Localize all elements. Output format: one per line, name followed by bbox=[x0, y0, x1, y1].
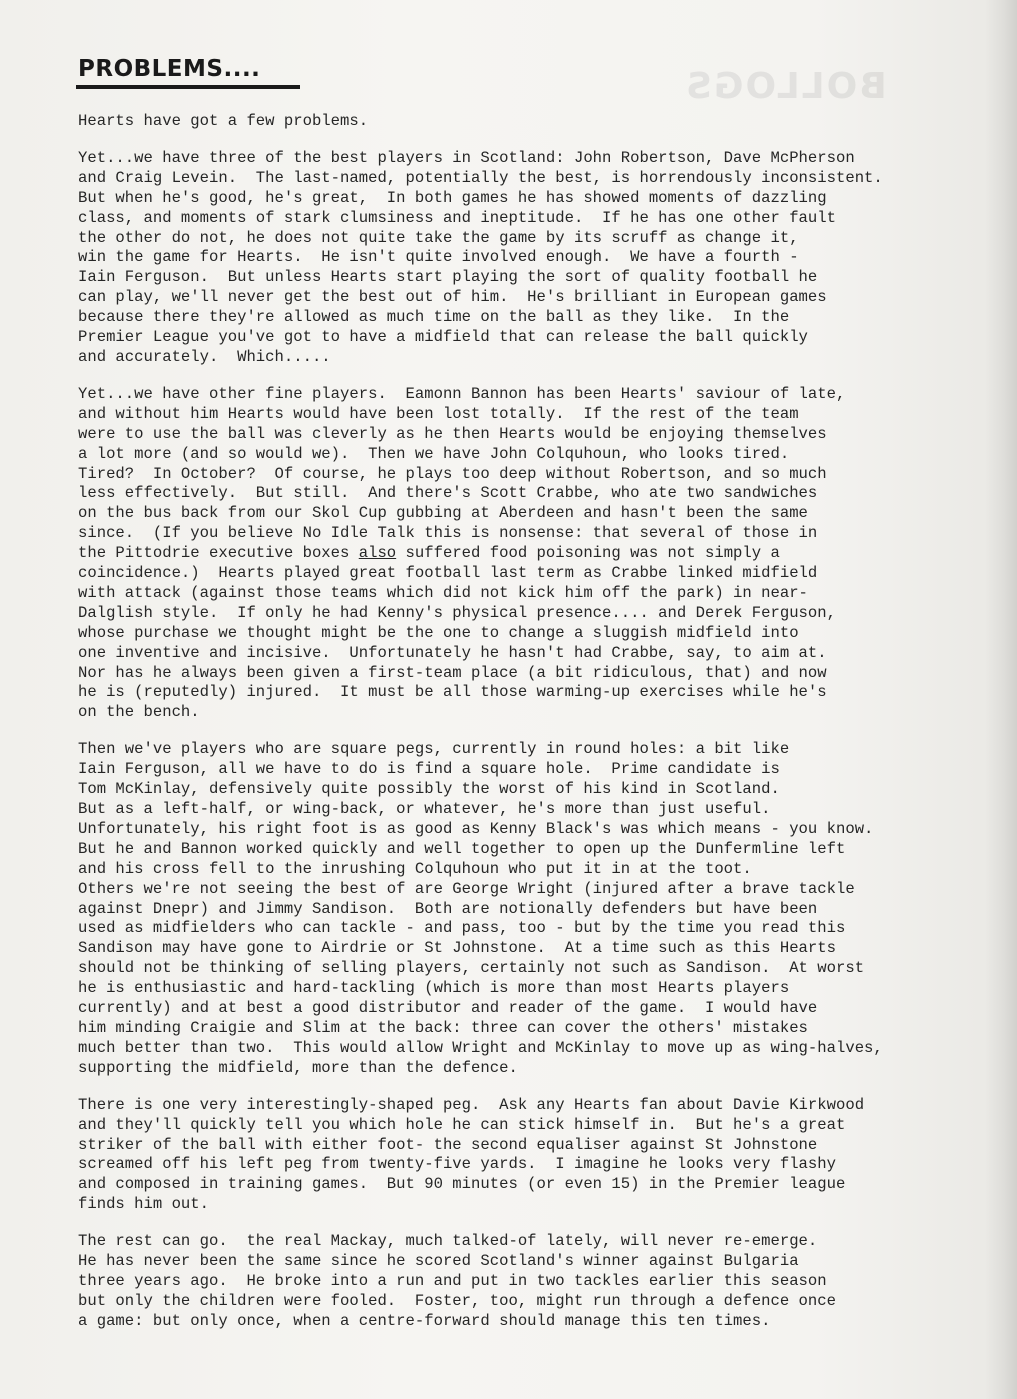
article-line: striker of the ball with either foot- the second equaliser against St Johnstone bbox=[78, 1135, 818, 1154]
article-line: a game: but only once, when a centre-forward should manage this ten times. bbox=[78, 1311, 771, 1330]
show-through-heading: BOLLOGS bbox=[684, 66, 887, 107]
article-line: Nor has he always been given a first-team place (a bit ridiculous, that) and now bbox=[78, 663, 827, 682]
article-line: with attack (against those teams which did not kick him off the park) in near- bbox=[78, 583, 808, 602]
article-line: on the bus back from our Skol Cup gubbing at Aberdeen and hasn't been the same bbox=[78, 504, 808, 523]
article-line: Sandison may have gone to Airdrie or St Johnstone. At a time such as this Hearts bbox=[78, 939, 836, 958]
article-line: and Craig Levein. The last-named, potentially the best, is horrendously inconsistent. bbox=[78, 168, 883, 187]
article-line: used as midfielders who can tackle - and pass, too - but by the time you read this bbox=[78, 919, 846, 938]
article-paragraph bbox=[78, 112, 958, 132]
article-line: Unfortunately, his right foot is as good as Kenny Black's was which means - you know. bbox=[78, 819, 874, 838]
article-line: There is one very interestingly-shaped peg. Ask any Hearts fan about Davie Kirkwood bbox=[78, 1095, 865, 1114]
article-line: Iain Ferguson, all we have to do is find a square hole. Prime candidate is bbox=[78, 760, 780, 779]
article-line: a lot more (and so would we). Then we have John Colquhoun, who looks tired. bbox=[78, 444, 790, 463]
article-line: since. (If you believe No Idle Talk this is nonsense: that several of those in bbox=[78, 524, 818, 543]
article-line: currently) and at best a good distributor and reader of the game. I would have bbox=[78, 999, 818, 1018]
article-line: Then we've players who are square pegs, currently in round holes: a bit like bbox=[78, 740, 790, 759]
article-line: coincidence.) Hearts played great football last term as Crabbe linked midfield bbox=[78, 564, 818, 583]
article-paragraph bbox=[78, 385, 958, 723]
article-line: and they'll quickly tell you which hole he can stick himself in. But he's a great bbox=[78, 1115, 846, 1134]
article-line: should not be thinking of selling players, certainly not such as Sandison. At worst bbox=[78, 959, 865, 978]
article-line: Yet...we have other fine players. Eamonn Bannon has been Hearts' saviour of late, bbox=[78, 384, 846, 403]
article-line: the Pittodrie executive boxes also suffered food poisoning was not simply a bbox=[78, 544, 780, 563]
article-line: But he and Bannon worked quickly and well together to open up the Dunfermline left bbox=[78, 839, 846, 858]
article-line: on the bench. bbox=[78, 703, 200, 722]
article-line: and without him Hearts would have been lost totally. If the rest of the team bbox=[78, 404, 799, 423]
article-line: Yet...we have three of the best players in Scotland: John Robertson, Dave McPherson bbox=[78, 148, 855, 167]
article-line: were to use the ball was cleverly as he then Hearts would be enjoying themselves bbox=[78, 424, 827, 443]
article-paragraph bbox=[78, 1096, 958, 1215]
article-line: three years ago. He broke into a run and put in two tackles earlier this season bbox=[78, 1271, 827, 1290]
article-line: he is (reputedly) injured. It must be all those warming-up exercises while he's bbox=[78, 683, 827, 702]
article-line: finds him out. bbox=[78, 1195, 210, 1214]
article-line: but only the children were fooled. Foster, too, might run through a defence once bbox=[78, 1291, 836, 1310]
article-line: because there they're allowed as much time on the ball as they like. In the bbox=[78, 308, 790, 327]
article-line: supporting the midfield, more than the defence. bbox=[78, 1058, 518, 1077]
article-line: much better than two. This would allow Wright and McKinlay to move up as wing-halves, bbox=[78, 1038, 883, 1057]
title-underline bbox=[76, 85, 300, 89]
article-line: Dalglish style. If only he had Kenny's physical presence.... and Derek Ferguson, bbox=[78, 603, 836, 622]
article-line: class, and moments of stark clumsiness and ineptitude. If he has one other fault bbox=[78, 208, 836, 227]
underlined-word: also bbox=[358, 544, 397, 563]
article-line: against Dnepr) and Jimmy Sandison. Both are notionally defenders but have been bbox=[78, 899, 818, 918]
article-line: and composed in training games. But 90 minutes (or even 15) in the Premier league bbox=[78, 1175, 846, 1194]
article-line: less effectively. But still. And there's Scott Crabbe, who ate two sandwiches bbox=[78, 484, 818, 503]
article-line: and accurately. Which..... bbox=[78, 347, 331, 366]
article-line: he is enthusiastic and hard-tackling (which is more than most Hearts players bbox=[78, 979, 790, 998]
article-line: Premier League you've got to have a midfield that can release the ball quickly bbox=[78, 328, 808, 347]
page-title: PROBLEMS.... bbox=[78, 56, 261, 82]
article-line: But as a left-half, or wing-back, or whatever, he's more than just useful. bbox=[78, 800, 771, 818]
article-line: Others we're not seeing the best of are George Wright (injured after a brave tackle bbox=[78, 879, 855, 898]
article-line: one inventive and incisive. Unfortunately he hasn't had Crabbe, say, to aim at. bbox=[78, 643, 827, 662]
article-paragraph bbox=[78, 149, 958, 368]
article-body bbox=[78, 112, 958, 1349]
article-paragraph bbox=[78, 1232, 958, 1332]
article-line: screamed off his left peg from twenty-five yards. I imagine he looks very flashy bbox=[78, 1155, 836, 1174]
article-line: Iain Ferguson. But unless Hearts start playing the sort of quality football he bbox=[78, 268, 818, 287]
article-line: whose purchase we thought might be the one to change a sluggish midfield into bbox=[78, 623, 799, 642]
article-line: But when he's good, he's great, In both games he has showed moments of dazzling bbox=[78, 188, 827, 207]
article-paragraph bbox=[78, 740, 958, 1078]
article-line: Tom McKinlay, defensively quite possibly the worst of his kind in Scotland. bbox=[78, 780, 780, 799]
article-line: Hearts have got a few problems. bbox=[78, 112, 369, 130]
article-line: win the game for Hearts. He isn't quite involved enough. We have a fourth - bbox=[78, 248, 799, 267]
article-line: can play, we'll never get the best out of him. He's brilliant in European games bbox=[78, 288, 827, 307]
article-line: Tired? In October? Of course, he plays too deep without Robertson, and so much bbox=[78, 464, 827, 483]
article-line: him minding Craigie and Slim at the back: three can cover the others' mistakes bbox=[78, 1018, 808, 1037]
article-line: He has never been the same since he scored Scotland's winner against Bulgaria bbox=[78, 1252, 799, 1271]
article-line: and his cross fell to the inrushing Colquhoun who put it in at the toot. bbox=[78, 859, 752, 878]
article-line: The rest can go. the real Mackay, much talked-of lately, will never re-emerge. bbox=[78, 1232, 818, 1251]
article-line: the other do not, he does not quite take the game by its scruff as change it, bbox=[78, 228, 799, 247]
page-edge-shadow bbox=[985, 0, 1017, 1399]
